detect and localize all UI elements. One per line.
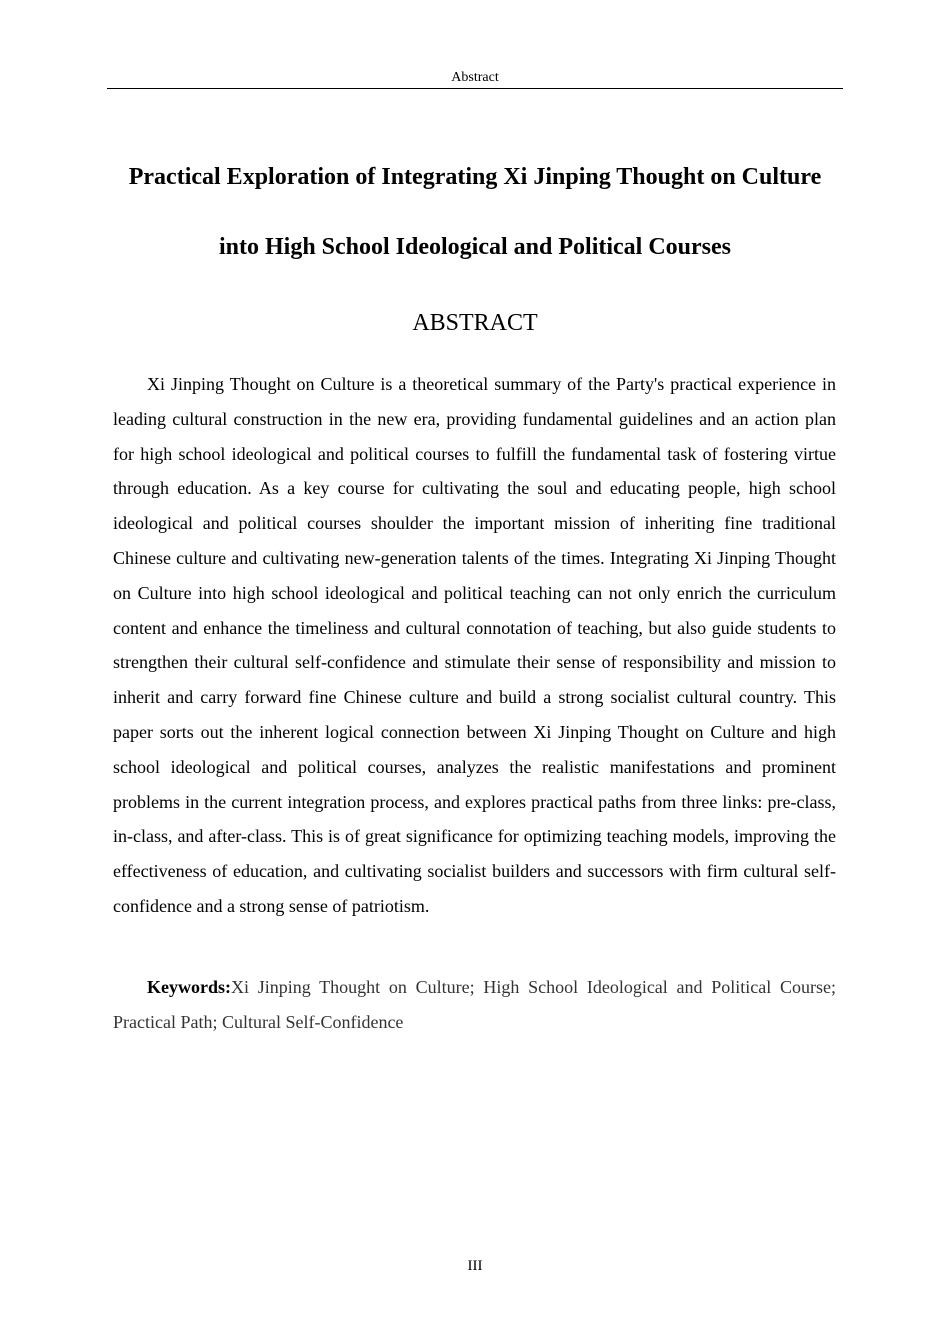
keywords-label: Keywords: <box>147 977 231 997</box>
running-header <box>107 70 843 89</box>
abstract-heading: ABSTRACT <box>412 310 538 336</box>
page-number: III <box>467 1258 483 1274</box>
keywords-paragraph <box>113 970 836 1040</box>
running-header-title: Abstract <box>451 70 499 85</box>
abstract-body: Xi Jinping Thought on Culture is a theoretical summary of the Party's practical experience in leading cultural construction in the new era, providing fundamental guidelines and an action plan for high school ideological and political courses to fulfill the fundamental task of fostering virtue through education. As a key course for cultivating the soul and educating people, high school ideological and political courses shoulder the important mission of inheriting fine traditional Chinese culture and cultivating new-generation talents of the times. Integrating Xi Jinping Thought on Culture into high school ideological and political teaching can not only enrich the curriculum content and enhance the timeliness and cultural connotation of teaching, but also guide students to strengthen their cultural self-confidence and stimulate their sense of responsibility and mission to inherit and carry forward fine Chinese culture and build a strong socialist cultural country. This paper sorts out the inherent logical connection between Xi Jinping Thought on Culture and high school ideological and political courses, analyzes the realistic manifestations and prominent problems in the current integration process, and explores practical paths from three links: pre-class, in-class, and after-class. This is of great significance for optimizing teaching models, improving the effectiveness of education, and cultivating socialist builders and successors with firm cultural self-confidence and a strong sense of patriotism. <box>113 374 836 916</box>
keywords-text: Xi Jinping Thought on Culture; High School Ideological and Political Course; Practical Path; Cultural Self-Confidence <box>113 977 836 1032</box>
paper-title: Practical Exploration of Integrating Xi Jinping Thought on Culture into High School Ideological and Political Courses <box>128 164 822 260</box>
